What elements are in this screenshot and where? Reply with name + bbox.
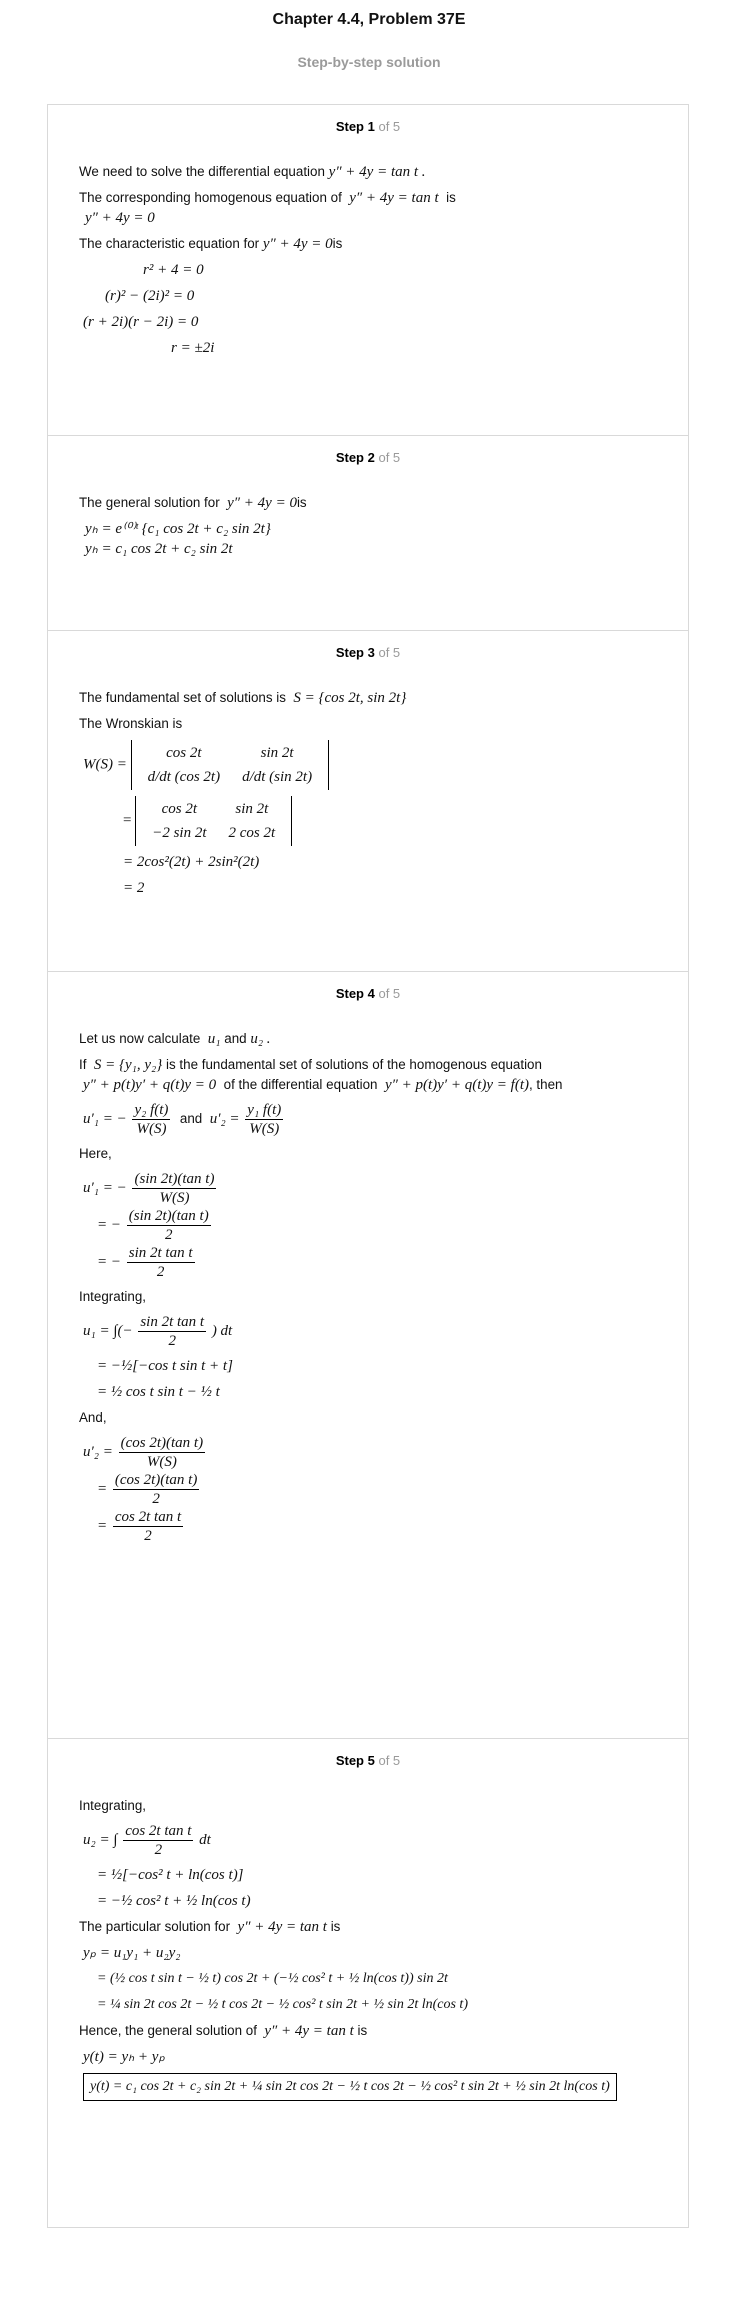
page-title: Chapter 4.4, Problem 37E <box>272 11 466 28</box>
step-4-text-2: If S = {y₁, y₂} is the fundamental set of solutions of the homogenous equation <box>79 1057 542 1073</box>
u1-prime-line: = − $\frac{\text{sin 2t tan t}}{2}$ <box>97 1245 193 1280</box>
char-eq-line: r² + 4 = 0 <box>143 262 204 278</box>
page-subtitle: Step-by-step solution <box>297 54 441 70</box>
step-5 <box>48 1739 688 2227</box>
variation-formula: u′₁ = − $\frac{\text{y₂ f(t)}}{W(S)}$ and u′₂ = $\frac{\text{y₁ f(t)}}{W(S)}$ <box>83 1102 282 1137</box>
step-4-text-3: y″ + p(t)y′ + q(t)y = 0 of the differential equation y″ + p(t)y′ + q(t)y = f(t), then <box>83 1077 563 1093</box>
wronskian-matrix: W(S) = cos 2t sin 2t d/dt (cos 2t) d/dt (sin 2t) <box>83 740 658 790</box>
step-3-text: The fundamental set of solutions is S = {cos 2t, sin 2t} <box>79 690 407 706</box>
integrating-label: Integrating, <box>79 1289 146 1304</box>
solution-card <box>47 104 689 2228</box>
step-3-text-2: The Wronskian is <box>79 716 183 731</box>
step-3-header: Step 3 of 5 <box>335 645 401 660</box>
step-2-header: Step 2 of 5 <box>335 450 401 465</box>
particular-solution-line: yₚ = u₁y₁ + u₂y₂ <box>83 1945 181 1961</box>
u2-line: u₂ = ∫ $\frac{\text{cos 2t tan t}}{2}$ dt <box>83 1823 211 1858</box>
step-4-header: Step 4 of 5 <box>335 986 401 1001</box>
step-2-text: The general solution for y″ + 4y = 0is <box>79 495 307 511</box>
step-5-text: The particular solution for y″ + 4y = tan t is <box>79 1919 341 1935</box>
step-1-text-2: The corresponding homogenous equation of y″ + 4y = tan t is <box>79 190 456 206</box>
final-answer: y(t) = c₁ cos 2t + c₂ sin 2t + ¼ sin 2t cos 2t − ½ t cos 2t − ½ cos² t sin 2t + ½ sin 2t ln(cos t) <box>83 2073 658 2101</box>
step-3 <box>48 631 688 972</box>
wronskian-result: = 2 <box>123 880 145 896</box>
here-label: Here, <box>79 1146 112 1161</box>
u2-prime-line: = $\frac{\text{cos 2t tan t}}{2}$ <box>97 1509 182 1544</box>
general-solution-line: yₕ = c₁ cos 2t + c₂ sin 2t <box>85 541 233 557</box>
integrating-label: Integrating, <box>79 1798 146 1813</box>
wronskian-result: = 2cos²(2t) + 2sin²(2t) <box>123 854 260 870</box>
step-1-header: Step 1 of 5 <box>335 119 401 134</box>
step-1 <box>48 105 688 436</box>
step-2 <box>48 436 688 631</box>
char-eq-line: r = ±2i <box>171 340 215 356</box>
u2-line: = ½[−cos² t + ln(cos t)] <box>97 1867 244 1883</box>
particular-solution-line: = (½ cos t sin t − ½ t) cos 2t + (−½ cos² t + ½ ln(cos t)) sin 2t <box>97 1971 448 1986</box>
step-5-text-2: Hence, the general solution of y″ + 4y = tan t is <box>79 2023 368 2039</box>
u1-line: = ½ cos t sin t − ½ t <box>97 1384 220 1400</box>
char-eq-line: (r + 2i)(r − 2i) = 0 <box>83 314 199 330</box>
general-solution-line: yₕ = e⁽⁰⁾ᵗ {c₁ cos 2t + c₂ sin 2t} <box>85 521 271 537</box>
u2-prime-line: = $\frac{\text{(cos 2t)(tan t)}}{2}$ <box>97 1472 198 1507</box>
and-label: And, <box>79 1410 107 1425</box>
u1-line: = −½[−cos t sin t + t] <box>97 1358 233 1374</box>
step-1-text: We need to solve the differential equation y″ + 4y = tan t . <box>79 164 426 180</box>
u1-prime-line: u′₁ = − $\frac{\text{(sin 2t)(tan t)}}{W(S)}$ <box>83 1171 215 1206</box>
u2-line: = −½ cos² t + ½ ln(cos t) <box>97 1893 251 1909</box>
step-1-homog-eq: y″ + 4y = 0 <box>85 210 155 226</box>
u1-line: u₁ = ∫(− $\frac{\text{sin 2t tan t}}{2}$ ) dt <box>83 1314 233 1349</box>
general-solution-line: y(t) = yₕ + yₚ <box>83 2049 165 2065</box>
step-1-text-3: The characteristic equation for y″ + 4y = 0is <box>79 236 343 252</box>
wronskian-matrix-2: = cos 2t sin 2t −2 sin 2t 2 cos 2t <box>123 796 658 846</box>
step-4-text: Let us now calculate u₁ and u₂ . <box>79 1031 271 1047</box>
u2-prime-line: u′₂ = $\frac{\text{(cos 2t)(tan t)}}{W(S)}$ <box>83 1435 204 1470</box>
particular-solution-line: = ¼ sin 2t cos 2t − ½ t cos 2t − ½ cos² t sin 2t + ½ sin 2t ln(cos t) <box>97 1997 468 2012</box>
u1-prime-line: = − $\frac{\text{(sin 2t)(tan t)}}{2}$ <box>97 1208 209 1243</box>
step-5-header: Step 5 of 5 <box>335 1753 401 1768</box>
char-eq-line: (r)² − (2i)² = 0 <box>105 288 195 304</box>
step-4 <box>48 972 688 1739</box>
